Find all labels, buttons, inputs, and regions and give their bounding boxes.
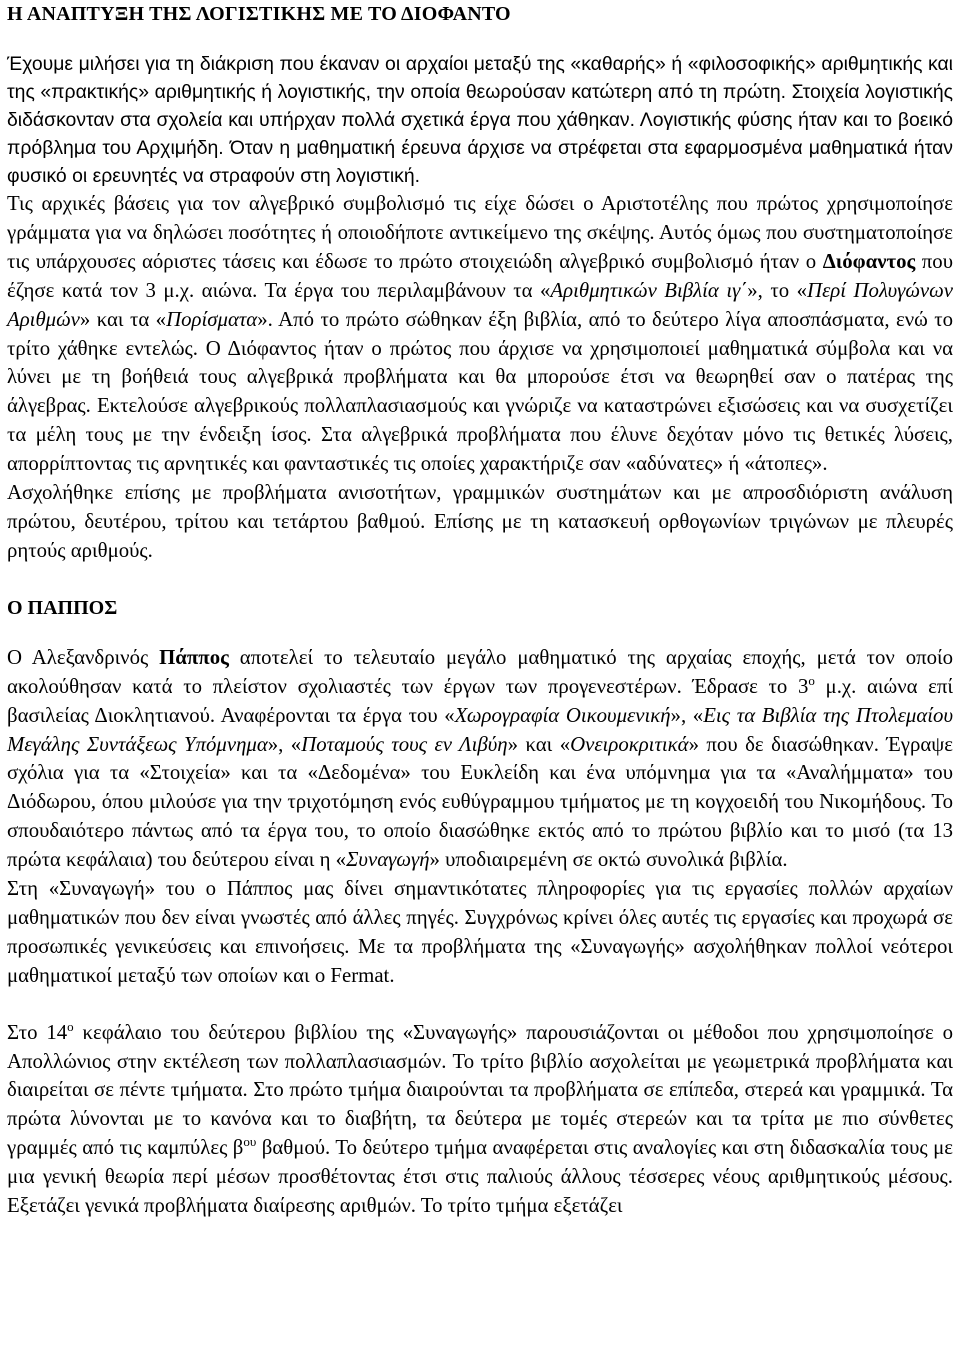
- text-run: αποτελεί το τελευταίο μεγάλο μαθηματικό της αρχαίας εποχής, μετά τον οποίο ακολούθησαν κατά το πλείστον σχολιαστές των έργων των προγενεστέρων. Έδρασε το 3: [7, 645, 953, 698]
- text-run: », «: [267, 732, 302, 756]
- work-title: Περί Πολυγώνων Αριθμών: [7, 278, 953, 331]
- paragraph-intro: Έχουμε μιλήσει για τη διάκριση που έκαναν οι αρχαίοι μεταξύ της «καθαρής» ή «φιλοσοφικής» αριθμητικής και της «πρακτικής» αριθμητικής ή λογιστικής, την οποία θεωρούσαν κατώτερη από τη πρώτη. Στοιχεία λογιστικής διδάσκονταν στα σχολεία και υπήρχαν πολλά σχετικά έργα που χάθηκαν. Λογιστικής φύσης ήταν και το βοεικό πρόβλημα του Αρχιμήδη. Όταν η μαθηματική έρευνα άρχισε να στρέφεται στα εφαρμοσμένα μαθηματικά ήταν φυσικό οι ερευνητές να στραφούν στη λογιστική.: [7, 53, 953, 187]
- section-title-diophantus: Η ΑΝΑΠΤΥΞΗ ΤΗΣ ΛΟΓΙΣΤΙΚΗΣ ΜΕ ΤΟ ΔΙΟΦΑΝΤΟ: [7, 3, 511, 25]
- spacer: [7, 991, 953, 1019]
- text-run: ». Από το πρώτο σώθηκαν έξη βιβλία, από το δεύτερο λίγα αποσπάσματα, ενώ το τρίτο χάθηκε εντελώς. Ο Διόφαντος ήταν ο πρώτος που άρχισε να χρησιμοποιεί μαθηματικά σύμβολα και να λύνει με τη βοήθειά τους αλγεβρικά προβλήματα και θα μπορούσε έτσι να θεωρηθεί σαν ο πατέρας της άλγεβρας. Εκτελούσε αλγεβρικούς πολλαπλασιασμούς και γνώριζε να καταστρώνει εξισώσεις και να συσχετίζει τα μέλη τους με την ένδειξη ίσος. Στα αλγεβρικά προβλήματα που έλυνε δεχόταν μόνο τις θετικές λύσεις, απορρίπτοντας τις αρνητικές και φανταστικές τις οποίες χαρακτήριζε σαν «αδύνατες» ή «άτοπες».: [7, 307, 954, 476]
- paragraph-diophantus-problems: Ασχολήθηκε επίσης με προβλήματα ανισοτήτων, γραμμικών συστημάτων και με απροσδιόριστη ανάλυση πρώτου, δευτέρου, τρίτου και τετάρτου βαθμού. Επίσης με τη κατασκευή ορθογωνίων τριγώνων με πλευρές ρητούς αριθμούς.: [7, 481, 953, 562]
- work-title: Ποταμούς τους εν Λιβύη: [301, 732, 508, 756]
- paragraph-diophantus-symbolism: [7, 190, 953, 479]
- name-pappus: Πάππος: [159, 645, 229, 669]
- text-run: που έζησε κατά τον 3 μ.χ. αιώνα. Τα έργα του περιλαμβάνουν τα «: [7, 249, 953, 302]
- work-title: Πορίσματα: [166, 307, 258, 331]
- text-run: κεφάλαιο του δεύτερου βιβλίου της «Συναγωγής» παρουσιάζονται οι μέθοδοι που χρησιμοποίησε ο Απολλώνιος στην εκτέλεση των πολλαπλασιασμών. Το τρίτο βιβλίο ασχολείται με γεωμετρικά προβλήματα και διαιρείται σε πέντε τμήματα. Στο πρώτο τμήμα διαιρούνται τα προβλήματα σε επίπεδα, στερεά και γραμμικά. Τα πρώτα λύνονται με το κανόνα και το διαβήτη, τα δεύτερα με τομές στερεών και τα τρίτα με πιο σύνθετες γραμμές από τις καμπύλες β: [7, 1020, 953, 1160]
- spacer: [7, 620, 953, 644]
- work-title: Εις τα Βιβλία της Πτολεμαίου Μεγάλης Συντάξεως Υπόμνημα: [7, 703, 953, 756]
- section-title-pappus: Ο ΠΑΠΠΟΣ: [7, 596, 118, 619]
- text-run: », το «: [747, 278, 808, 302]
- diophantus-body-main: [7, 190, 953, 566]
- text-run: Στο 14: [7, 1020, 68, 1044]
- name-diophantus: Διόφαντος: [822, 249, 916, 273]
- superscript: ο: [808, 672, 815, 688]
- work-title: Αριθμητικών Βιβλία ιγ΄: [550, 278, 748, 302]
- work-title: Χωρογραφία Οικουμενική: [454, 703, 671, 727]
- superscript: ου: [243, 1134, 257, 1150]
- paragraph-pappus-intro: [7, 644, 953, 875]
- pappus-body: [7, 644, 953, 1221]
- text-run: » που δε διασώθηκαν. Έγραψε σχόλια για τα «Στοιχεία» και τα «Δεδομένα» του Ευκλείδη και ένα υπόμνημα για τα «Αναλήμματα» του Διόδωρου, όπου μιλούσε για την τριχοτόμηση ενός ευθύγραμμου τμήματος με τη κογχοειδή του Νικομήδους. Το σπουδαιότερο πάντως από τα έργα του, το οποίο διασώθηκε εκτός από το πρώτου βιβλίο και το μισό (τα 13 πρώτα κεφάλαια) του δεύτερου είναι η «: [7, 732, 953, 872]
- text-run: βαθμού. Το δεύτερο τμήμα αναφέρεται στις αναλογίες και στη διδασκαλία τους με μια γενική θεωρία περί μέσων προσθέτοντας έτσι στις παλιούς άλλους τέσσερες νέους αριθμητικούς μέσους. Εξετάζει γενικά προβλήματα διαίρεσης αριθμών. Το τρίτο τμήμα εξετάζει: [7, 1136, 953, 1218]
- text-run: » και τα «: [79, 307, 167, 331]
- work-title: Ονειροκριτικά: [570, 732, 689, 756]
- text-run: Τις αρχικές βάσεις για τον αλγεβρικό συμβολισμό τις είχε δώσει ο Αριστοτέλης που πρώτος χρησιμοποίησε γράμματα για να δηλώσει ποσότητες ή οποιοδήποτε αντικείμενο της σκέψης. Αυτός όμως που συστηματοποίησε τις υπάρχουσες αόριστες τάσεις και έδωσε το πρώτο στοιχειώδη αλγεβρικό συμβολισμό ήταν ο: [7, 192, 953, 273]
- text-run: » υποδιαιρεμένη σε οκτώ συνολικά βιβλία.: [429, 848, 788, 872]
- text-run: », «: [670, 703, 704, 727]
- text-run: μ.χ. αιώνα επί βασιλείας Διοκλητιανού. Αναφέρονται τα έργα του «: [7, 674, 953, 727]
- superscript: ο: [67, 1018, 74, 1034]
- work-title: Συναγωγή: [346, 848, 430, 872]
- paragraph-chapter-14: [7, 1019, 953, 1221]
- text-run: Ο Αλεξανδρινός: [7, 645, 160, 669]
- diophantus-body: [7, 50, 953, 190]
- paragraph-synagoge: Στη «Συναγωγή» του ο Πάππος μας δίνει σημαντικότατες πληροφορίες για τις εργασίες πολλών αρχαίων μαθηματικών που δεν είναι γνωστές από άλλες πηγές. Συγχρόνως κρίνει όλες αυτές τις εργασίες και προχωρά σε προσωπικές γενικεύσεις και επινοήσεις. Με τα προβλήματα της «Συναγωγής» ασχολήθηκαν πολλοί νεότεροι μαθηματικοί μεταξύ των οποίων και ο Fermat.: [7, 877, 953, 987]
- text-run: » και «: [507, 732, 571, 756]
